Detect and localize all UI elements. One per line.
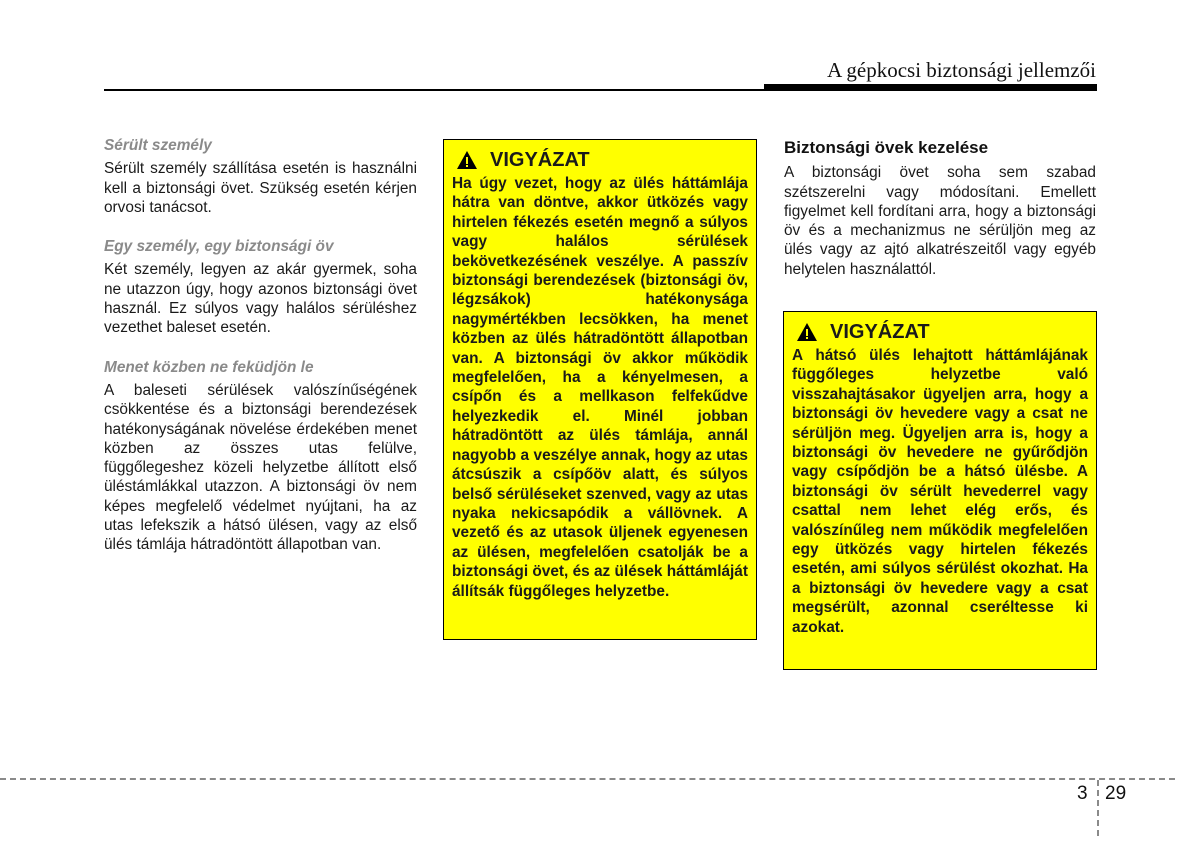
section-one-person-one-belt [104, 237, 417, 337]
warning-title [456, 148, 748, 172]
warning-text: A hátsó ülés lehajtott háttámlájának függőleges helyzetbe való visszahajtásakor ügyeljen arra, hogy a biztonsági öv hevedere vagy a csat ne sérüljön meg. Ügyeljen arra is, hogy a biztonsági öv hevedere ne gyűrődjön vagy csípődjön be a hátsó ülésbe. A biztonsági öv sérült hevederrel vagy csattal nem lehet elég erős, és valószínűleg nem működik megfelelően egy ütközés vagy hirtelen fékezés esetén, ami súlyos sérülést okozhat. Ha a biztonsági öv hevedere vagy a csat megsérült, azonnal cseréltesse ki azokat. [792, 347, 1088, 636]
warning-box-reclined-seat [443, 139, 757, 640]
section-do-not-lie-down [104, 358, 417, 555]
chapter-number: 3 [1077, 783, 1088, 804]
footer-dashed-rule [0, 778, 1175, 780]
warning-box-rear-seat [783, 311, 1097, 670]
section-text: Sérült személy szállítása esetén is használni kell a biztonsági övet. Szükség esetén kérjen orvosi tanácsot. [104, 160, 417, 216]
section-text: A baleseti sérülések valószínűségének csökkentése és a biztonsági berendezések hatékonyságának növelése érdekében menet közben az összes utas felülve, függőlegeshez közeli helyzetbe állított első üléstámlákkal utazzon. A biztonsági öv nem képes megfelelő védelmet nyújtani, ha az utas lefekszik a hátsó ülésen, vagy az első ülés támlája hátradöntött állapotban van. [104, 381, 417, 554]
section-text: A biztonsági övet soha sem szabad szétszerelni vagy módosítani. Emellett figyelmet kell fordítani arra, hogy a biztonsági öv és a mechanizmus ne sérüljön meg az ülés vagy az ajtó alkatrészeitől vagy egyéb helytelen használattól. [784, 164, 1096, 278]
footer-dashed-divider [1097, 780, 1099, 836]
warning-triangle-icon [456, 150, 478, 170]
warning-title-text: VIGYÁZAT [830, 321, 930, 343]
section-heading: Sérült személy [104, 137, 212, 154]
section-heading-seatbelt-handling: Biztonsági övek kezelése [784, 138, 989, 157]
page-number: 29 [1105, 783, 1127, 804]
page-header-title: A gépkocsi biztonsági jellemzői [827, 58, 1096, 82]
section-heading: Egy személy, egy biztonsági öv [104, 238, 334, 256]
header-rule-accent [764, 84, 1097, 91]
left-column [104, 136, 417, 575]
warning-title [796, 320, 1088, 344]
warning-title-text: VIGYÁZAT [490, 149, 590, 171]
right-column [784, 136, 1096, 299]
section-injured-person [104, 136, 417, 217]
warning-triangle-icon [796, 322, 818, 342]
section-heading: Menet közben ne feküdjön le [104, 358, 314, 376]
warning-text: Ha úgy vezet, hogy az ülés háttámlája hátra van döntve, akkor ütközés vagy hirtelen fékezés esetén megnő a súlyos vagy halálos sérülések bekövetkezésének veszélye. A passzív biztonsági berendezések (biztonsági öv, légzsákok) hatékonysága nagymértékben lecsökken, ha menet közben az ülés hátradöntött állapotban van. A biztonsági öv akkor működik megfelelően, ha a kényelmesen, a csípőn és a mellkason felfekűdve helyezkedik el. Minél jobban hátradöntött az ülés támlája, annál nagyobb a veszélye annak, hogy az utas átcsúszik a csípőöv alatt, és súlyos belső sérüléseket szenved, vagy az utas nyaka nekicsapódik a vállövnek. A vezető és az utasok üljenek egyenesen az ülésen, megfelelően csatolják be a biztonsági övet, és az ülések háttámláját állítsák függőleges helyzetbe. [452, 175, 748, 600]
section-text: Két személy, legyen az akár gyermek, soha ne utazzon úgy, hogy azonos biztonsági övet használ. Ez súlyos vagy halálos sérüléshez vezethet baleset esetén. [104, 261, 417, 337]
